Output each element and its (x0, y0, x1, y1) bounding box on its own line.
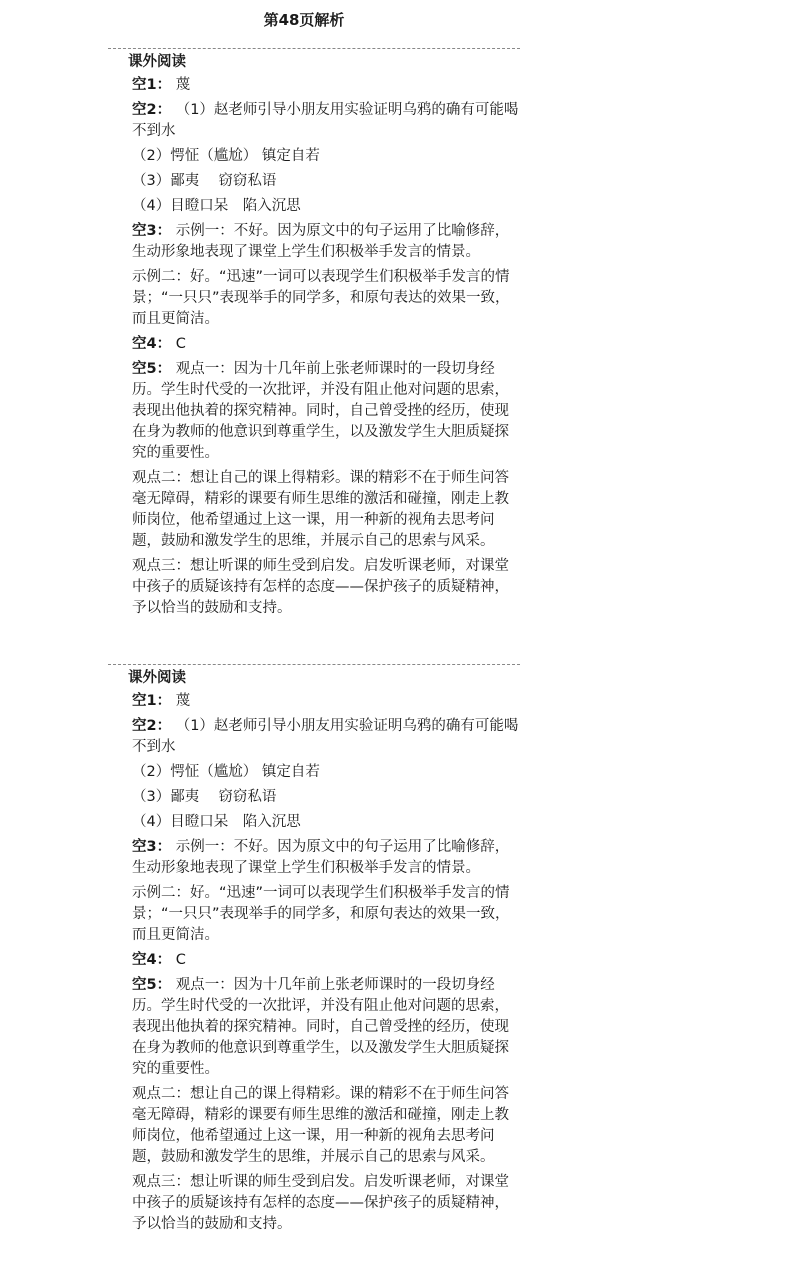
answer-blank-4 (132, 334, 520, 355)
section-title: 课外阅读 (128, 54, 186, 70)
answer-label: 空4： (132, 336, 172, 352)
answer-blank-5-view-2 (132, 1084, 520, 1168)
answer-blank-2 (132, 100, 520, 142)
answer-text: 观点三：想让听课的师生受到启发。启发听课老师，对课堂中孩子的质疑该持有怎样的态度——保护孩子的质疑精神，予以恰当的鼓励和支持。 (132, 1174, 509, 1232)
answer-text: 示例二：好。“迅速”一词可以表现学生们积极举手发言的情景；“一只只”表现举手的同学多，和原句表达的效果一致，而且更简洁。 (132, 885, 510, 943)
answer-label: 空5： (132, 361, 172, 377)
answer-blank-3 (132, 837, 520, 879)
answer-blank-3-example-2 (132, 883, 520, 946)
answer-text: 观点一：因为十几年前上张老师课时的一段切身经历。学生时代受的一次批评，并没有阻止他对问题的思索，表现出他执着的探究精神。同时，自己曾受挫的经历，使现在身为教师的他意识到尊重学生，以及激发学生大胆质疑探究的重要性。 (132, 977, 509, 1077)
answer-text: 示例二：好。“迅速”一词可以表现学生们积极举手发言的情景；“一只只”表现举手的同学多，和原句表达的效果一致，而且更简洁。 (132, 269, 510, 327)
answer-blank-3 (132, 221, 520, 263)
answer-text: （3）鄙夷 窃窃私语 (132, 173, 277, 189)
answer-blank-5-view-3 (132, 556, 520, 619)
answer-blank-5-view-3 (132, 1172, 520, 1235)
answer-text: 示例一：不好。因为原文中的句子运用了比喻修辞，生动形象地表现了课堂上学生们积极举手发言的情景。 (132, 839, 510, 876)
answer-label: 空3： (132, 223, 172, 239)
answer-text: （2）愕怔（尴尬） 镇定自若 (132, 148, 320, 164)
answer-text: （4）目瞪口呆 陷入沉思 (132, 198, 301, 214)
answer-section (108, 664, 520, 1239)
page-title: 第48页解析 (263, 11, 345, 29)
answer-blank-5 (132, 975, 520, 1080)
answer-blank-2-part-2 (132, 146, 520, 167)
answer-text: 蔑 (171, 693, 191, 709)
answer-text: 示例一：不好。因为原文中的句子运用了比喻修辞，生动形象地表现了课堂上学生们积极举手发言的情景。 (132, 223, 510, 260)
answer-blank-1 (132, 75, 520, 96)
answer-label: 空5： (132, 977, 172, 993)
answer-label: 空2： (132, 718, 172, 734)
answer-blank-2-part-4 (132, 812, 520, 833)
answer-text: （4）目瞪口呆 陷入沉思 (132, 814, 301, 830)
section-divider (108, 48, 520, 49)
answer-blank-2-part-2 (132, 762, 520, 783)
answer-text: 观点二：想让自己的课上得精彩。课的精彩不在于师生问答毫无障碍，精彩的课要有师生思维的激活和碰撞，刚走上教师岗位，他希望通过上这一课，用一种新的视角去思考问题，鼓励和激发学生的思维，并展示自己的思索与风采。 (132, 470, 509, 549)
answer-text: 观点三：想让听课的师生受到启发。启发听课老师，对课堂中孩子的质疑该持有怎样的态度——保护孩子的质疑精神，予以恰当的鼓励和支持。 (132, 558, 509, 616)
answer-label: 空3： (132, 839, 172, 855)
answer-label: 空2： (132, 102, 172, 118)
section-divider (108, 664, 520, 665)
answer-text: 观点一：因为十几年前上张老师课时的一段切身经历。学生时代受的一次批评，并没有阻止他对问题的思索，表现出他执着的探究精神。同时，自己曾受挫的经历，使现在身为教师的他意识到尊重学生，以及激发学生大胆质疑探究的重要性。 (132, 361, 509, 461)
answer-text: C (171, 336, 186, 352)
answer-text: （1）赵老师引导小朋友用实验证明乌鸦的确有可能喝不到水 (132, 102, 519, 139)
answer-blank-2-part-3 (132, 171, 520, 192)
answer-blank-2-part-3 (132, 787, 520, 808)
answer-text: 蔑 (171, 77, 191, 93)
answer-blank-4 (132, 950, 520, 971)
answer-blank-1 (132, 691, 520, 712)
answer-blank-5 (132, 359, 520, 464)
answer-text: C (171, 952, 186, 968)
answer-label: 空4： (132, 952, 172, 968)
answer-text: （1）赵老师引导小朋友用实验证明乌鸦的确有可能喝不到水 (132, 718, 519, 755)
answer-blank-2-part-4 (132, 196, 520, 217)
answer-blank-3-example-2 (132, 267, 520, 330)
answer-blank-2 (132, 716, 520, 758)
answer-text: 观点二：想让自己的课上得精彩。课的精彩不在于师生问答毫无障碍，精彩的课要有师生思维的激活和碰撞，刚走上教师岗位，他希望通过上这一课，用一种新的视角去思考问题，鼓励和激发学生的思维，并展示自己的思索与风采。 (132, 1086, 509, 1165)
answer-label: 空1： (132, 693, 172, 709)
answer-text: （2）愕怔（尴尬） 镇定自若 (132, 764, 320, 780)
answer-blank-5-view-2 (132, 468, 520, 552)
section-title: 课外阅读 (128, 670, 186, 686)
answer-label: 空1： (132, 77, 172, 93)
answer-section (108, 48, 520, 623)
answer-text: （3）鄙夷 窃窃私语 (132, 789, 277, 805)
